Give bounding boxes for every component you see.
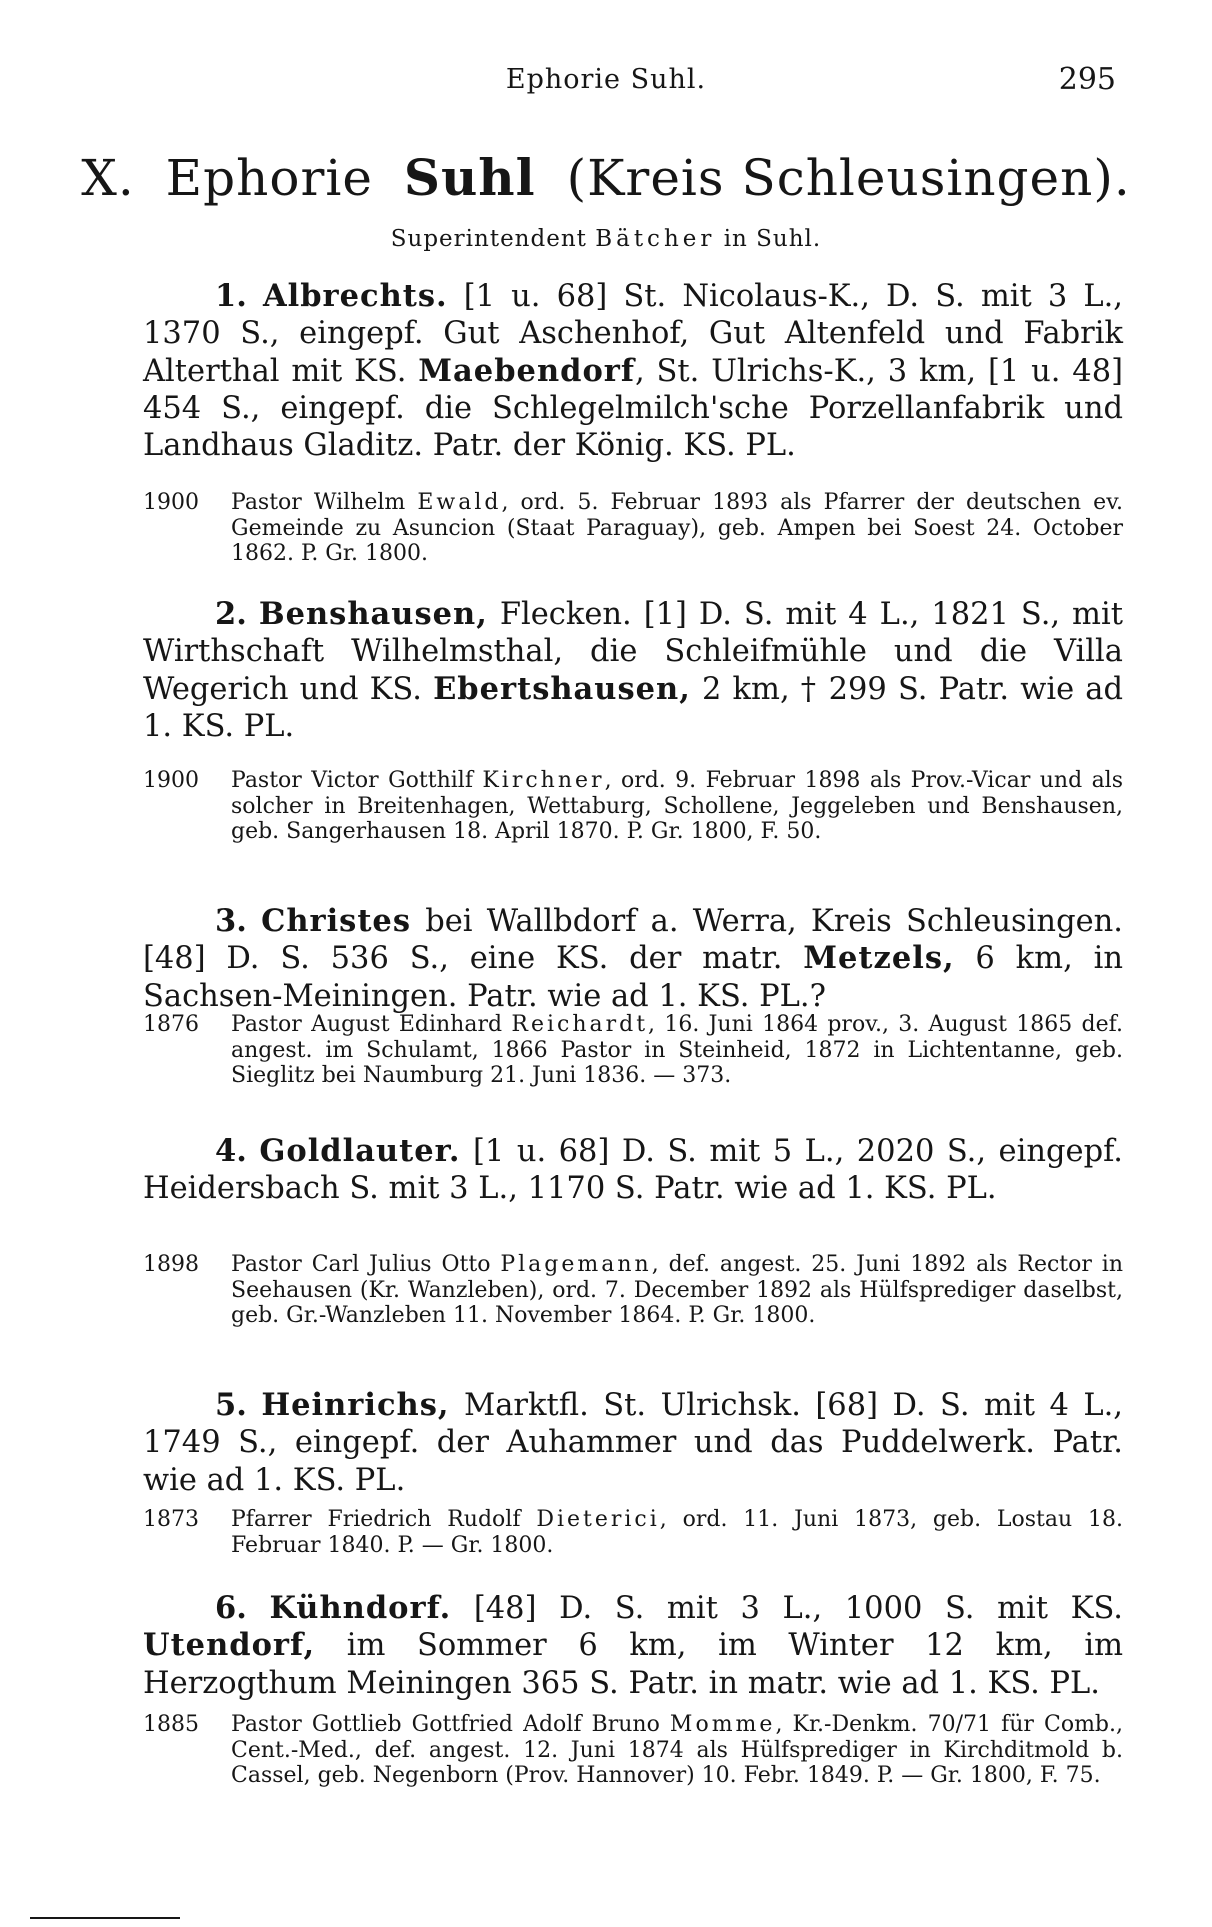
chapter-name: Suhl — [403, 148, 536, 207]
superintendent-name: Bätcher — [595, 226, 716, 252]
pastor-surname: Plagemann — [500, 1252, 652, 1277]
entry-number: 1. — [215, 278, 247, 314]
entry-number: 3. — [215, 903, 247, 939]
entry-place: Heinrichs, — [261, 1387, 450, 1423]
entry-place: Benshausen, — [258, 596, 488, 632]
entry-number: 2. — [215, 596, 247, 632]
entry-text — [143, 1387, 1123, 1499]
chapter-district: (Kreis Schleusingen). — [566, 149, 1131, 207]
pastor-entry-christes — [143, 1012, 1123, 1089]
pastor-title: Pastor Victor Gotthilf — [231, 768, 473, 793]
entry-description: bei Wallbdorf a. Werra, Kreis Schleusingen. [48] D. S. 536 S., eine KS. der matr. — [143, 904, 1123, 977]
chapter-title — [0, 148, 1212, 207]
entry-text — [143, 1133, 1123, 1208]
entry-text — [143, 903, 1123, 1015]
entry-number: 4. — [215, 1133, 247, 1169]
pastor-title: Pastor Wilhelm — [231, 490, 406, 515]
entry-place: Christes — [261, 903, 412, 939]
pastor-entry-heinrichs — [143, 1507, 1123, 1558]
entry-text — [143, 596, 1123, 745]
parish-entry-benshausen — [143, 596, 1123, 745]
pastor-surname: Ewald — [417, 490, 502, 515]
pastor-details: , ord. 5. Februar 1893 als Pfarrer der deutschen ev. Gemeinde zu Asuncion (Staat Paraguay), geb. Ampen bei Soest 24. October 1862. P. Gr. 1800. — [231, 490, 1123, 567]
pastor-surname: Momme — [669, 1712, 776, 1737]
pastor-year: 1900 — [143, 768, 199, 793]
pastor-year: 1898 — [143, 1252, 199, 1277]
entry-place: Kühndorf. — [269, 1590, 452, 1626]
chapter-numeral: X. — [81, 149, 135, 207]
entry-description: Marktfl. St. Ulrichsk. [68] D. S. mit 4 L., 1749 S., eingepf. der Auhammer und das Puddelwerk. Patr. wie ad 1. KS. PL. — [143, 1388, 1123, 1498]
pastor-title: Pastor Carl Julius Otto — [231, 1252, 491, 1277]
entry-filial: Ebertshausen, — [433, 670, 691, 707]
chapter-word: Ephorie — [165, 149, 373, 207]
pastor-entry-albrechts — [143, 490, 1123, 567]
entry-description: [1 u. 68] St. Nicolaus-K., D. S. mit 3 L., 1370 S., eingepf. Gut Aschenhof, Gut Altenfeld und Fabrik Alterthal mit KS. — [143, 279, 1123, 389]
pastor-text — [231, 768, 1123, 845]
entry-description: Flecken. [1] D. S. mit 4 L., 1821 S., mit Wirthschaft Wilhelmsthal, die Schleifmühle und die Villa Wegerich und KS. — [143, 597, 1123, 707]
pastor-title: Pfarrer Friedrich Rudolf — [231, 1507, 521, 1532]
entry-description: [1 u. 68] D. S. mit 5 L., 2020 S., eingepf. Heidersbach S. mit 3 L., 1170 S. Patr. wie ad 1. KS. PL. — [143, 1134, 1123, 1207]
entry-description-2: 6 km, in Sachsen-Meiningen. Patr. wie ad 1. KS. PL.? — [143, 941, 1123, 1014]
pastor-surname: Dieterici — [536, 1507, 660, 1532]
parish-entry-albrechts — [143, 278, 1123, 464]
pastor-title: Pastor Gottlieb Gottfried Adolf Bruno — [231, 1712, 660, 1737]
entry-filial: Metzels, — [803, 940, 955, 977]
pastor-year: 1873 — [143, 1507, 199, 1532]
superintendent-suffix: in Suhl. — [723, 226, 822, 252]
entry-filial: Maebendorf — [418, 352, 635, 389]
pastor-entry-benshausen — [143, 768, 1123, 845]
entry-place: Goldlauter. — [259, 1133, 461, 1169]
running-head: Ephorie Suhl. — [505, 64, 707, 95]
pastor-text — [231, 1712, 1123, 1789]
superintendent-line — [0, 226, 1212, 252]
pastor-entry-kuehndorf — [143, 1712, 1123, 1789]
entry-text — [143, 278, 1123, 464]
pastor-year: 1876 — [143, 1012, 199, 1037]
entry-number: 5. — [215, 1387, 247, 1423]
pastor-details: , ord. 9. Februar 1898 als Prov.-Vicar und als solcher in Breitenhagen, Wettaburg, Schollene, Jeggeleben und Benshausen, geb. Sangerhausen 18. April 1870. P. Gr. 1800, F. 50. — [231, 768, 1124, 845]
pastor-details: , ord. 11. Juni 1873, geb. Lostau 18. Februar 1840. P. — Gr. 1800. — [231, 1507, 1123, 1558]
parish-entry-christes — [143, 903, 1123, 1015]
parish-entry-heinrichs — [143, 1387, 1123, 1499]
pastor-surname: Kirchner — [482, 768, 605, 793]
pastor-title: Pastor August Edinhard — [231, 1012, 503, 1037]
pastor-text — [231, 1012, 1123, 1089]
entry-description-2: im Sommer 6 km, im Winter 12 km, im Herzogthum Meiningen 365 S. Patr. in matr. wie ad 1. KS. PL. — [143, 1628, 1123, 1701]
pastor-year: 1885 — [143, 1712, 199, 1737]
pastor-entry-goldlauter — [143, 1252, 1123, 1329]
superintendent-prefix: Superintendent — [390, 226, 587, 252]
parish-entry-kuehndorf — [143, 1590, 1123, 1702]
footnote-rule — [30, 1917, 180, 1919]
page-number: 295 — [1058, 62, 1116, 97]
pastor-year: 1900 — [143, 490, 199, 515]
pastor-text — [231, 490, 1123, 567]
entry-number: 6. — [215, 1590, 247, 1626]
pastor-details: , Kr.-Denkm. 70/71 für Comb., Cent.-Med., def. angest. 12. Juni 1874 als Hülfsprediger in Kirchditmold b. Cassel, geb. Negenborn (Prov. Hannover) 10. Febr. 1849. P. — Gr. 1800, F. 75. — [231, 1712, 1123, 1789]
entry-description-2: 2 km, † 299 S. Patr. wie ad 1. KS. PL. — [143, 671, 1123, 744]
entry-filial: Utendorf, — [143, 1627, 316, 1664]
entry-description: [48] D. S. mit 3 L., 1000 S. mit KS. — [473, 1591, 1123, 1626]
entry-description-2: , St. Ulrichs-K., 3 km, [1 u. 48] 454 S., eingepf. die Schlegelmilch'sche Porzellanfabrik und Landhaus Gladitz. Patr. der König. KS. PL. — [143, 353, 1123, 464]
entry-place: Albrechts. — [262, 278, 448, 314]
pastor-details: , def. angest. 25. Juni 1892 als Rector in Seehausen (Kr. Wanzleben), ord. 7. December 1892 als Hülfsprediger daselbst, geb. Gr.-Wanzleben 11. November 1864. P. Gr. 1800. — [231, 1252, 1123, 1329]
entry-text — [143, 1590, 1123, 1702]
parish-entry-goldlauter — [143, 1133, 1123, 1208]
pastor-surname: Reichardt — [511, 1012, 649, 1037]
pastor-details: , 16. Juni 1864 prov., 3. August 1865 def. angest. im Schulamt, 1866 Pastor in Steinheid, 1872 in Lichtentanne, geb. Sieglitz bei Naumburg 21. Juni 1836. — 373. — [231, 1012, 1124, 1089]
pastor-text — [231, 1252, 1123, 1329]
pastor-text — [231, 1507, 1123, 1558]
